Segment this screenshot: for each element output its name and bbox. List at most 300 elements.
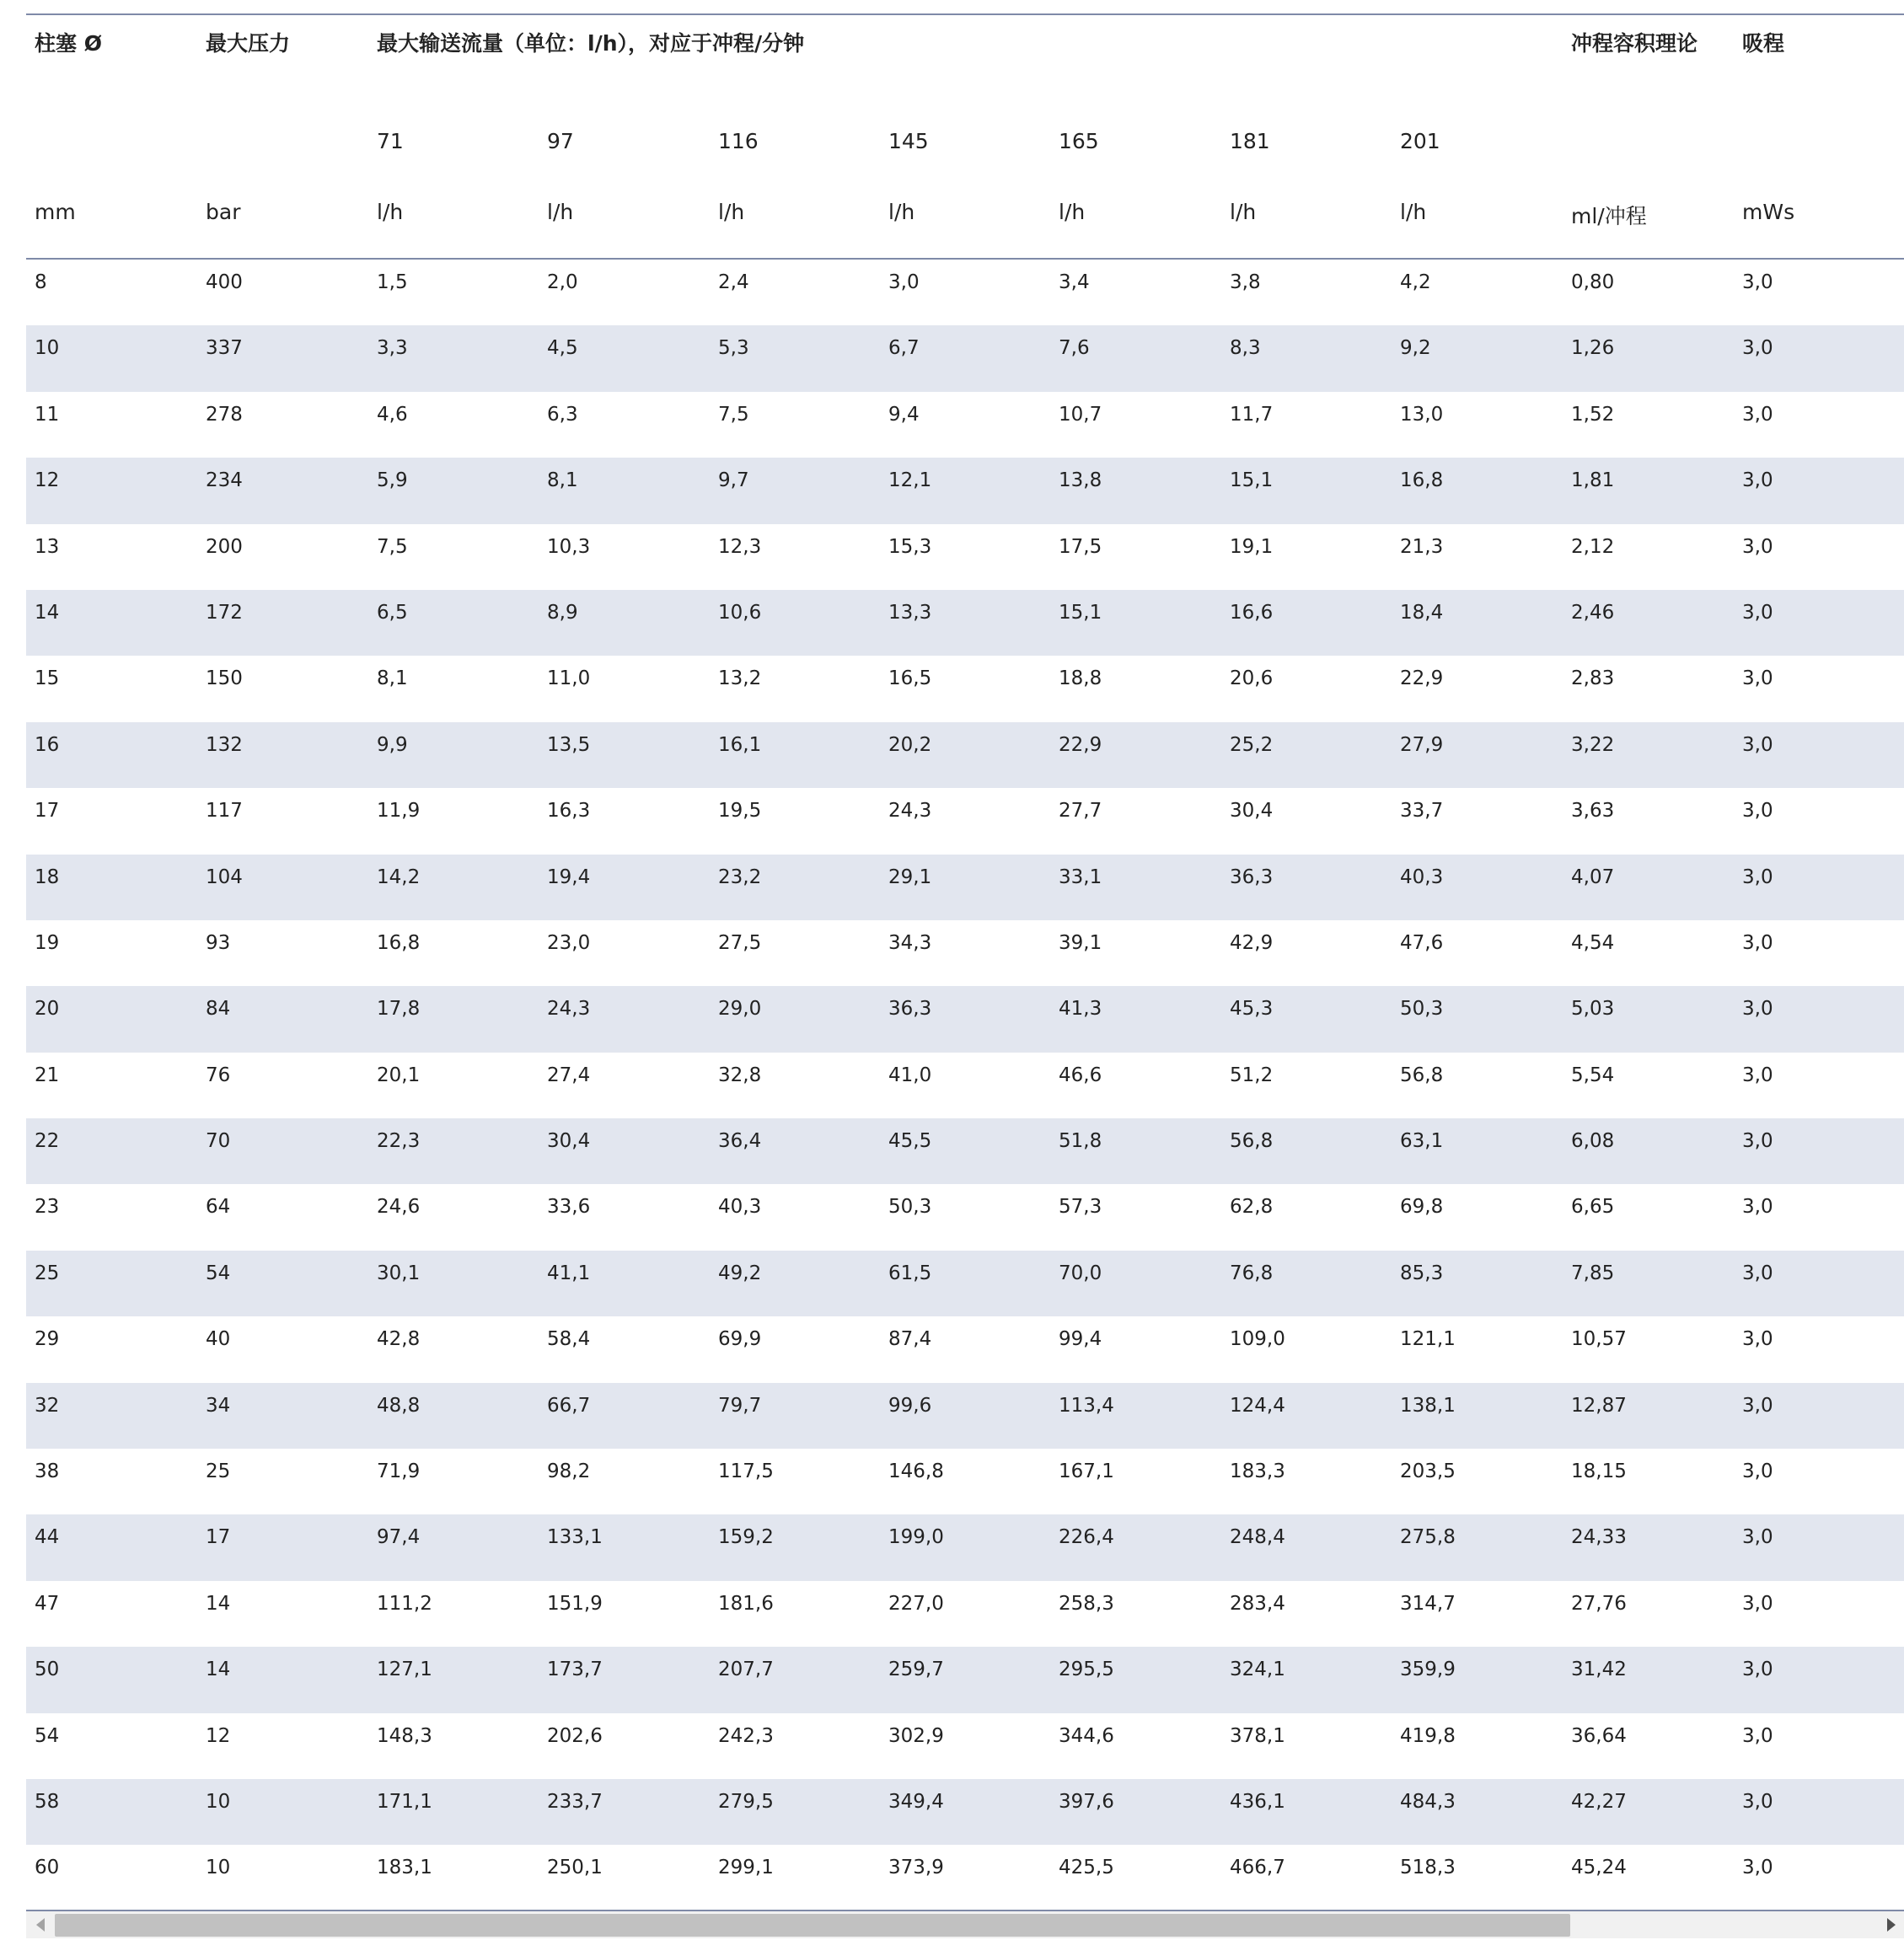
cell-plunger: 18 [35, 865, 60, 888]
table-row [26, 458, 1904, 523]
cell-flow-116: 16,1 [718, 733, 762, 756]
cell-flow-145: 41,0 [888, 1064, 932, 1086]
cell-flow-145: 15,3 [888, 535, 932, 558]
cell-flow-201: 4,2 [1400, 271, 1431, 293]
cell-flow-71: 48,8 [377, 1394, 421, 1417]
cell-flow-201: 63,1 [1400, 1130, 1444, 1153]
cell-flow-97: 133,1 [547, 1526, 603, 1549]
cell-flow-145: 36,3 [888, 998, 932, 1021]
cell-flow-201: 40,3 [1400, 865, 1444, 888]
table-row [26, 1713, 1904, 1779]
cell-flow-165: 295,5 [1059, 1659, 1114, 1681]
cell-flow-97: 27,4 [547, 1064, 591, 1086]
unit-pressure: bar [206, 200, 241, 224]
cell-flow-97: 250,1 [547, 1857, 603, 1879]
cell-pressure: 172 [206, 601, 243, 624]
cell-pressure: 400 [206, 271, 243, 293]
cell-flow-116: 49,2 [718, 1262, 762, 1284]
cell-stroke-volume: 1,52 [1571, 403, 1615, 426]
cell-suction: 3,0 [1742, 271, 1773, 293]
cell-plunger: 25 [35, 1262, 60, 1284]
cell-flow-97: 41,1 [547, 1262, 591, 1284]
unit-stroke-volume: ml/冲程 [1571, 204, 1647, 228]
cell-flow-181: 20,6 [1230, 667, 1274, 690]
header-suction: 吸程 [1742, 31, 1785, 56]
table-row [26, 1581, 1904, 1647]
cell-stroke-volume: 7,85 [1571, 1262, 1615, 1284]
scroll-right-arrow-icon[interactable] [1887, 1918, 1896, 1932]
cell-plunger: 23 [35, 1196, 60, 1219]
cell-stroke-volume: 10,57 [1571, 1328, 1627, 1351]
cell-stroke-volume: 42,27 [1571, 1790, 1627, 1813]
cell-flow-71: 71,9 [377, 1460, 421, 1483]
cell-flow-71: 11,9 [377, 800, 421, 823]
cell-pressure: 64 [206, 1196, 231, 1219]
cell-flow-71: 30,1 [377, 1262, 421, 1284]
cell-flow-165: 425,5 [1059, 1857, 1114, 1879]
cell-flow-97: 2,0 [547, 271, 578, 293]
table-row [26, 656, 1904, 721]
cell-stroke-volume: 0,80 [1571, 271, 1615, 293]
cell-flow-145: 9,4 [888, 403, 920, 426]
cell-flow-116: 279,5 [718, 1790, 774, 1813]
cell-suction: 3,0 [1742, 1724, 1773, 1747]
cell-flow-116: 79,7 [718, 1394, 762, 1417]
cell-flow-71: 7,5 [377, 535, 408, 558]
cell-plunger: 17 [35, 800, 60, 823]
table-row [26, 1184, 1904, 1250]
cell-flow-71: 16,8 [377, 931, 421, 954]
table-row [26, 986, 1904, 1052]
cell-flow-145: 99,6 [888, 1394, 932, 1417]
cell-plunger: 16 [35, 733, 60, 756]
cell-flow-201: 21,3 [1400, 535, 1444, 558]
cell-flow-116: 69,9 [718, 1328, 762, 1351]
unit-flow: l/h [718, 200, 745, 224]
cell-flow-181: 466,7 [1230, 1857, 1285, 1879]
cell-flow-181: 30,4 [1230, 800, 1274, 823]
cell-flow-97: 202,6 [547, 1724, 603, 1747]
cell-flow-201: 9,2 [1400, 337, 1431, 360]
cell-flow-71: 3,3 [377, 337, 408, 360]
cell-flow-201: 518,3 [1400, 1857, 1456, 1879]
cell-flow-71: 148,3 [377, 1724, 432, 1747]
table-body [26, 260, 1904, 1910]
cell-suction: 3,0 [1742, 1592, 1773, 1615]
cell-plunger: 21 [35, 1064, 60, 1086]
cell-flow-201: 121,1 [1400, 1328, 1456, 1351]
table-row [26, 1251, 1904, 1316]
cell-flow-145: 45,5 [888, 1130, 932, 1153]
cell-flow-181: 76,8 [1230, 1262, 1274, 1284]
cell-plunger: 38 [35, 1460, 60, 1483]
cell-flow-201: 359,9 [1400, 1659, 1456, 1681]
cell-flow-145: 29,1 [888, 865, 932, 888]
cell-flow-165: 18,8 [1059, 667, 1102, 690]
cell-flow-97: 151,9 [547, 1592, 603, 1615]
cell-flow-97: 233,7 [547, 1790, 603, 1813]
header-stroke-volume: 冲程容积理论 [1571, 31, 1698, 56]
cell-flow-145: 50,3 [888, 1196, 932, 1219]
cell-flow-71: 42,8 [377, 1328, 421, 1351]
cell-flow-201: 56,8 [1400, 1064, 1444, 1086]
cell-flow-181: 16,6 [1230, 601, 1274, 624]
cell-suction: 3,0 [1742, 1196, 1773, 1219]
cell-flow-165: 33,1 [1059, 865, 1102, 888]
cell-flow-116: 23,2 [718, 865, 762, 888]
cell-suction: 3,0 [1742, 1064, 1773, 1086]
cell-flow-97: 10,3 [547, 535, 591, 558]
cell-flow-145: 61,5 [888, 1262, 932, 1284]
table-row [26, 392, 1904, 458]
table-row [26, 1118, 1904, 1184]
cell-flow-97: 19,4 [547, 865, 591, 888]
cell-suction: 3,0 [1742, 535, 1773, 558]
cell-pressure: 10 [206, 1857, 231, 1879]
cell-flow-71: 97,4 [377, 1526, 421, 1549]
cell-pressure: 17 [206, 1526, 231, 1549]
table-row [26, 524, 1904, 590]
cell-suction: 3,0 [1742, 403, 1773, 426]
scrollbar-thumb[interactable] [55, 1914, 1570, 1937]
cell-flow-201: 27,9 [1400, 733, 1444, 756]
cell-flow-97: 98,2 [547, 1460, 591, 1483]
cell-plunger: 47 [35, 1592, 60, 1615]
table-row [26, 722, 1904, 788]
cell-flow-145: 13,3 [888, 601, 932, 624]
cell-flow-165: 15,1 [1059, 601, 1102, 624]
cell-suction: 3,0 [1742, 1394, 1773, 1417]
cell-flow-181: 378,1 [1230, 1724, 1285, 1747]
cell-flow-116: 36,4 [718, 1130, 762, 1153]
cell-flow-97: 30,4 [547, 1130, 591, 1153]
cell-plunger: 11 [35, 403, 60, 426]
cell-pressure: 337 [206, 337, 243, 360]
cell-stroke-volume: 6,08 [1571, 1130, 1615, 1153]
cell-stroke-volume: 4,07 [1571, 865, 1615, 888]
cell-flow-71: 4,6 [377, 403, 408, 426]
cell-pressure: 132 [206, 733, 243, 756]
cell-flow-145: 12,1 [888, 469, 932, 492]
cell-pressure: 34 [206, 1394, 231, 1417]
cell-flow-116: 27,5 [718, 931, 762, 954]
cell-flow-145: 302,9 [888, 1724, 944, 1747]
cell-plunger: 58 [35, 1790, 60, 1813]
cell-flow-201: 47,6 [1400, 931, 1444, 954]
cell-flow-116: 207,7 [718, 1659, 774, 1681]
cell-pressure: 84 [206, 998, 231, 1021]
cell-suction: 3,0 [1742, 1659, 1773, 1681]
unit-flow: l/h [1230, 200, 1257, 224]
cell-pressure: 93 [206, 931, 231, 954]
cell-flow-145: 34,3 [888, 931, 932, 954]
cell-flow-165: 3,4 [1059, 271, 1090, 293]
cell-flow-181: 25,2 [1230, 733, 1274, 756]
cell-pressure: 200 [206, 535, 243, 558]
cell-flow-116: 29,0 [718, 998, 762, 1021]
table-row [26, 1316, 1904, 1382]
cell-flow-181: 324,1 [1230, 1659, 1285, 1681]
cell-flow-165: 41,3 [1059, 998, 1102, 1021]
cell-pressure: 40 [206, 1328, 231, 1351]
cell-flow-116: 159,2 [718, 1526, 774, 1549]
cell-suction: 3,0 [1742, 1262, 1773, 1284]
cell-flow-165: 344,6 [1059, 1724, 1114, 1747]
cell-flow-181: 183,3 [1230, 1460, 1285, 1483]
cell-stroke-volume: 5,54 [1571, 1064, 1615, 1086]
table-row [26, 260, 1904, 325]
cell-flow-165: 51,8 [1059, 1130, 1102, 1153]
cell-flow-71: 183,1 [377, 1857, 432, 1879]
cell-flow-71: 8,1 [377, 667, 408, 690]
cell-flow-165: 113,4 [1059, 1394, 1114, 1417]
cell-plunger: 29 [35, 1328, 60, 1351]
cell-flow-116: 242,3 [718, 1724, 774, 1747]
cell-suction: 3,0 [1742, 1526, 1773, 1549]
cell-flow-181: 19,1 [1230, 535, 1274, 558]
cell-flow-145: 259,7 [888, 1659, 944, 1681]
cell-flow-201: 419,8 [1400, 1724, 1456, 1747]
cell-flow-97: 23,0 [547, 931, 591, 954]
header-pressure: 最大压力 [206, 31, 291, 56]
cell-flow-71: 14,2 [377, 865, 421, 888]
cell-flow-145: 3,0 [888, 271, 920, 293]
horizontal-scrollbar[interactable] [26, 1910, 1904, 1938]
cell-flow-181: 3,8 [1230, 271, 1261, 293]
cell-flow-165: 10,7 [1059, 403, 1102, 426]
scroll-left-arrow-icon[interactable] [36, 1918, 45, 1932]
cell-flow-116: 117,5 [718, 1460, 774, 1483]
cell-flow-145: 146,8 [888, 1460, 944, 1483]
cell-flow-165: 57,3 [1059, 1196, 1102, 1219]
cell-flow-201: 13,0 [1400, 403, 1444, 426]
cell-flow-71: 1,5 [377, 271, 408, 293]
stroke-181: 181 [1230, 129, 1270, 153]
data-table [26, 13, 1904, 1910]
cell-flow-181: 62,8 [1230, 1196, 1274, 1219]
cell-flow-201: 18,4 [1400, 601, 1444, 624]
table-row [26, 590, 1904, 656]
cell-suction: 3,0 [1742, 601, 1773, 624]
cell-flow-201: 50,3 [1400, 998, 1444, 1021]
table-row [26, 1779, 1904, 1845]
cell-flow-71: 171,1 [377, 1790, 432, 1813]
cell-suction: 3,0 [1742, 998, 1773, 1021]
cell-flow-165: 258,3 [1059, 1592, 1114, 1615]
cell-flow-116: 181,6 [718, 1592, 774, 1615]
cell-stroke-volume: 2,46 [1571, 601, 1615, 624]
cell-flow-181: 42,9 [1230, 931, 1274, 954]
cell-stroke-volume: 31,42 [1571, 1659, 1627, 1681]
cell-plunger: 50 [35, 1659, 60, 1681]
cell-plunger: 13 [35, 535, 60, 558]
cell-suction: 3,0 [1742, 667, 1773, 690]
table-top-rule [26, 13, 1904, 15]
cell-flow-181: 248,4 [1230, 1526, 1285, 1549]
table-row [26, 1845, 1904, 1910]
cell-flow-201: 203,5 [1400, 1460, 1456, 1483]
cell-flow-97: 173,7 [547, 1659, 603, 1681]
cell-pressure: 70 [206, 1130, 231, 1153]
cell-suction: 3,0 [1742, 337, 1773, 360]
cell-plunger: 54 [35, 1724, 60, 1747]
cell-flow-97: 58,4 [547, 1328, 591, 1351]
cell-suction: 3,0 [1742, 1130, 1773, 1153]
cell-pressure: 10 [206, 1790, 231, 1813]
cell-plunger: 10 [35, 337, 60, 360]
cell-flow-71: 111,2 [377, 1592, 432, 1615]
unit-plunger: mm [35, 200, 76, 224]
cell-flow-116: 13,2 [718, 667, 762, 690]
cell-flow-181: 15,1 [1230, 469, 1274, 492]
unit-flow: l/h [1059, 200, 1086, 224]
cell-flow-71: 24,6 [377, 1196, 421, 1219]
cell-flow-71: 22,3 [377, 1130, 421, 1153]
cell-flow-165: 7,6 [1059, 337, 1090, 360]
cell-plunger: 8 [35, 271, 47, 293]
cell-stroke-volume: 6,65 [1571, 1196, 1615, 1219]
cell-pressure: 12 [206, 1724, 231, 1747]
cell-pressure: 150 [206, 667, 243, 690]
cell-plunger: 19 [35, 931, 60, 954]
cell-flow-97: 16,3 [547, 800, 591, 823]
cell-flow-97: 24,3 [547, 998, 591, 1021]
cell-flow-71: 17,8 [377, 998, 421, 1021]
cell-flow-145: 373,9 [888, 1857, 944, 1879]
cell-flow-71: 5,9 [377, 469, 408, 492]
cell-flow-116: 10,6 [718, 601, 762, 624]
cell-flow-165: 46,6 [1059, 1064, 1102, 1086]
cell-flow-145: 349,4 [888, 1790, 944, 1813]
cell-flow-71: 9,9 [377, 733, 408, 756]
cell-flow-116: 5,3 [718, 337, 749, 360]
cell-suction: 3,0 [1742, 865, 1773, 888]
cell-plunger: 12 [35, 469, 60, 492]
cell-flow-165: 70,0 [1059, 1262, 1102, 1284]
cell-flow-201: 85,3 [1400, 1262, 1444, 1284]
cell-flow-165: 13,8 [1059, 469, 1102, 492]
unit-flow: l/h [377, 200, 404, 224]
cell-plunger: 32 [35, 1394, 60, 1417]
cell-suction: 3,0 [1742, 1790, 1773, 1813]
cell-pressure: 14 [206, 1592, 231, 1615]
cell-plunger: 60 [35, 1857, 60, 1879]
cell-flow-116: 299,1 [718, 1857, 774, 1879]
cell-flow-97: 8,1 [547, 469, 578, 492]
stroke-201: 201 [1400, 129, 1440, 153]
cell-flow-116: 32,8 [718, 1064, 762, 1086]
cell-stroke-volume: 2,12 [1571, 535, 1615, 558]
table-row [26, 325, 1904, 391]
cell-flow-181: 436,1 [1230, 1790, 1285, 1813]
stroke-116: 116 [718, 129, 759, 153]
cell-pressure: 234 [206, 469, 243, 492]
cell-flow-116: 2,4 [718, 271, 749, 293]
cell-flow-181: 45,3 [1230, 998, 1274, 1021]
cell-flow-201: 138,1 [1400, 1394, 1456, 1417]
table-row [26, 1647, 1904, 1712]
cell-pressure: 54 [206, 1262, 231, 1284]
cell-stroke-volume: 24,33 [1571, 1526, 1627, 1549]
cell-plunger: 15 [35, 667, 60, 690]
cell-flow-181: 51,2 [1230, 1064, 1274, 1086]
cell-flow-145: 24,3 [888, 800, 932, 823]
cell-flow-97: 8,9 [547, 601, 578, 624]
table-row [26, 1383, 1904, 1449]
cell-flow-165: 27,7 [1059, 800, 1102, 823]
stroke-71: 71 [377, 129, 404, 153]
cell-flow-116: 40,3 [718, 1196, 762, 1219]
table-row [26, 920, 1904, 986]
cell-flow-97: 13,5 [547, 733, 591, 756]
cell-stroke-volume: 3,63 [1571, 800, 1615, 823]
cell-stroke-volume: 1,26 [1571, 337, 1615, 360]
cell-flow-181: 124,4 [1230, 1394, 1285, 1417]
cell-stroke-volume: 18,15 [1571, 1460, 1627, 1483]
cell-flow-116: 19,5 [718, 800, 762, 823]
unit-flow: l/h [547, 200, 574, 224]
cell-flow-165: 39,1 [1059, 931, 1102, 954]
cell-flow-165: 226,4 [1059, 1526, 1114, 1549]
cell-flow-97: 6,3 [547, 403, 578, 426]
cell-stroke-volume: 4,54 [1571, 931, 1615, 954]
table-row [26, 788, 1904, 854]
cell-flow-201: 484,3 [1400, 1790, 1456, 1813]
cell-plunger: 20 [35, 998, 60, 1021]
cell-flow-116: 12,3 [718, 535, 762, 558]
cell-flow-145: 87,4 [888, 1328, 932, 1351]
cell-stroke-volume: 1,81 [1571, 469, 1615, 492]
cell-pressure: 278 [206, 403, 243, 426]
cell-stroke-volume: 36,64 [1571, 1724, 1627, 1747]
cell-stroke-volume: 27,76 [1571, 1592, 1627, 1615]
cell-flow-97: 33,6 [547, 1196, 591, 1219]
stroke-97: 97 [547, 129, 574, 153]
cell-pressure: 25 [206, 1460, 231, 1483]
cell-stroke-volume: 2,83 [1571, 667, 1615, 690]
cell-flow-145: 6,7 [888, 337, 920, 360]
cell-flow-145: 227,0 [888, 1592, 944, 1615]
cell-stroke-volume: 12,87 [1571, 1394, 1627, 1417]
cell-flow-181: 283,4 [1230, 1592, 1285, 1615]
unit-flow: l/h [888, 200, 915, 224]
unit-flow: l/h [1400, 200, 1427, 224]
cell-flow-201: 33,7 [1400, 800, 1444, 823]
cell-pressure: 104 [206, 865, 243, 888]
cell-pressure: 14 [206, 1659, 231, 1681]
cell-flow-181: 109,0 [1230, 1328, 1285, 1351]
cell-suction: 3,0 [1742, 1460, 1773, 1483]
cell-stroke-volume: 45,24 [1571, 1857, 1627, 1879]
cell-flow-181: 11,7 [1230, 403, 1274, 426]
cell-flow-201: 275,8 [1400, 1526, 1456, 1549]
cell-pressure: 117 [206, 800, 243, 823]
table-row [26, 855, 1904, 920]
cell-flow-145: 199,0 [888, 1526, 944, 1549]
unit-suction: mWs [1742, 200, 1795, 224]
cell-flow-145: 16,5 [888, 667, 932, 690]
cell-flow-181: 8,3 [1230, 337, 1261, 360]
cell-flow-71: 127,1 [377, 1659, 432, 1681]
cell-flow-165: 99,4 [1059, 1328, 1102, 1351]
table-row [26, 1053, 1904, 1118]
table-row [26, 1449, 1904, 1514]
cell-suction: 3,0 [1742, 931, 1773, 954]
cell-flow-97: 66,7 [547, 1394, 591, 1417]
stroke-145: 145 [888, 129, 929, 153]
cell-suction: 3,0 [1742, 1328, 1773, 1351]
cell-flow-201: 22,9 [1400, 667, 1444, 690]
